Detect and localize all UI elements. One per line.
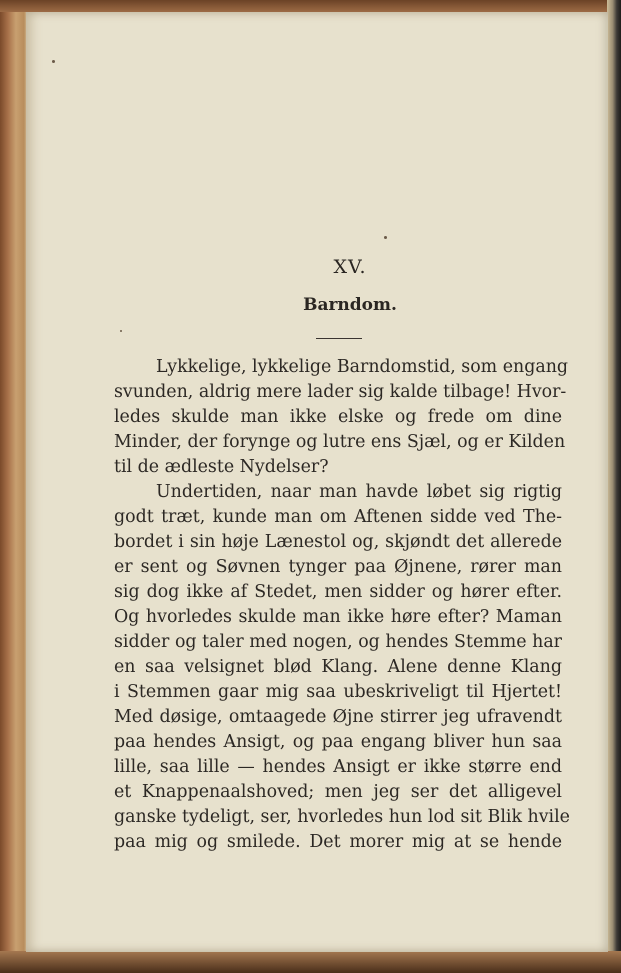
text-line: i Stemmen gaar mig saa ubeskriveligt til Hjertet!: [114, 682, 562, 702]
title-divider: [316, 338, 362, 339]
text-line: Og hvorledes skulde man ikke høre efter? Maman: [114, 607, 562, 627]
text-line: svunden, aldrig mere lader sig kalde tilbage! Hvor-: [114, 382, 567, 402]
text-line: et Knappenaalshoved; men jeg ser det alligevel: [114, 782, 562, 802]
text-line: sig dog ikke af Stedet, men sidder og hører efter.: [114, 582, 562, 602]
text-line: en saa velsignet blød Klang. Alene denne Klang: [114, 657, 562, 677]
text-line: bordet i sin høje Lænestol og, skjøndt det allerede: [114, 532, 562, 552]
text-line: ledes skulde man ikke elske og frede om dine: [114, 407, 562, 427]
book-top-edge: [0, 0, 621, 12]
text-line: paa hendes Ansigt, og paa engang bliver hun saa: [114, 732, 562, 752]
text-line: godt træt, kunde man om Aftenen sidde ved The-: [114, 507, 562, 527]
text-line: Minder, der forynge og lutre ens Sjæl, og er Kilden: [114, 432, 566, 452]
text-line: ganske tydeligt, ser, hvorledes hun lod sit Blik hvile: [114, 807, 570, 827]
text-line: lille, saa lille — hendes Ansigt er ikke større end: [114, 757, 562, 777]
body-text: [114, 355, 570, 855]
text-line: sidder og taler med nogen, og hendes Stemme har: [114, 632, 562, 652]
paper-speck: [120, 330, 122, 332]
chapter-title: Barndom.: [303, 295, 397, 315]
paper-speck: [384, 236, 387, 239]
book-bottom-edge: [0, 951, 621, 973]
paper-speck: [52, 60, 55, 63]
text-line: paa mig og smilede. Det morer mig at se hende: [114, 832, 562, 852]
book-right-edge: [607, 0, 621, 973]
text-line: Undertiden, naar man havde løbet sig rigtig: [156, 482, 562, 502]
chapter-number: XV.: [333, 256, 367, 278]
text-line: Med døsige, omtaagede Øjne stirrer jeg ufravendt: [114, 707, 562, 727]
text-line: er sent og Søvnen tynger paa Øjnene, rører man: [114, 557, 562, 577]
text-line: til de ædleste Nydelser?: [114, 457, 329, 477]
text-line: Lykkelige, lykkelige Barndomstid, som engang: [156, 357, 569, 377]
